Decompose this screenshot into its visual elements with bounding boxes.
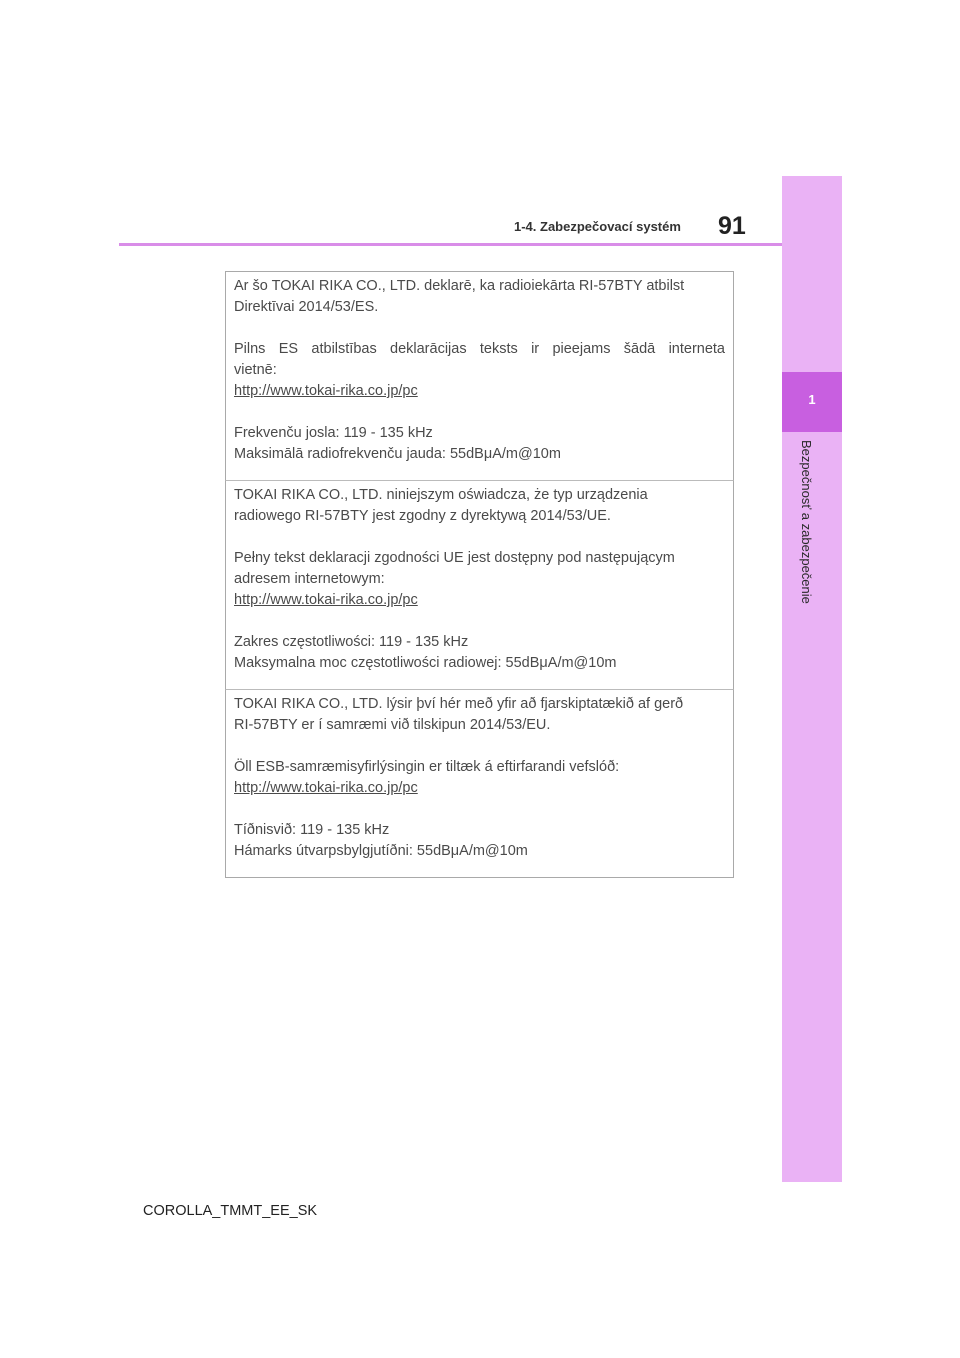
frequency-band: Zakres częstotliwości: 119 - 135 kHz	[234, 634, 469, 650]
chapter-number: 1	[808, 392, 816, 407]
section-title: 1-4. Zabezpečovací systém	[514, 219, 681, 234]
max-power: Maksimālā radiofrekvenču jauda: 55dBμA/m@10m	[234, 446, 561, 462]
declaration-text: vietnē:	[234, 362, 277, 378]
header-rule	[119, 243, 782, 246]
document-code: COROLLA_TMMT_EE_SK	[143, 1203, 318, 1219]
declaration-text: Direktīvai 2014/53/ES.	[234, 299, 379, 315]
frequency-band: Frekvenču josla: 119 - 135 kHz	[234, 425, 433, 441]
declaration-link[interactable]: http://www.tokai-rika.co.jp/pc	[234, 592, 418, 608]
chapter-side-tab	[782, 176, 842, 1182]
declaration-text: adresem internetowym:	[234, 571, 385, 587]
declaration-text: TOKAI RIKA CO., LTD. niniejszym oświadcza, że typ urządzenia	[234, 487, 648, 503]
declaration-text: Pełny tekst deklaracji zgodności UE jest dostępny pod następującym	[234, 550, 675, 566]
declaration-polish	[225, 480, 734, 690]
chapter-number-block	[782, 372, 842, 432]
declaration-text: radiowego RI-57BTY jest zgodny z dyrektywą 2014/53/UE.	[234, 508, 611, 524]
max-power: Maksymalna moc częstotliwości radiowej: 55dBμA/m@10m	[234, 655, 617, 671]
declaration-text: RI-57BTY er í samræmi við tilskipun 2014/53/EU.	[234, 717, 551, 733]
declaration-text: Öll ESB-samræmisyfirlýsingin er tiltæk á eftirfarandi vefslóð:	[234, 759, 620, 775]
declaration-text: TOKAI RIKA CO., LTD. lýsir því hér með yfir að fjarskiptatækið af gerð	[234, 696, 684, 712]
frequency-band: Tíðnisvið: 119 - 135 kHz	[234, 822, 390, 838]
declaration-latvian	[225, 271, 734, 481]
declaration-link[interactable]: http://www.tokai-rika.co.jp/pc	[234, 383, 418, 399]
declaration-text: Pilns ES atbilstības deklarācijas teksts ir pieejams šādā interneta	[234, 341, 725, 357]
max-power: Hámarks útvarpsbylgjutíðni: 55dBμA/m@10m	[234, 843, 528, 859]
page-number: 91	[718, 212, 746, 240]
chapter-title: Bezpečnosť a zabezpečenie	[799, 440, 814, 604]
declaration-link[interactable]: http://www.tokai-rika.co.jp/pc	[234, 780, 418, 796]
declaration-text: Ar šo TOKAI RIKA CO., LTD. deklarē, ka radioiekārta RI-57BTY atbilst	[234, 278, 685, 294]
declaration-icelandic	[225, 689, 734, 878]
